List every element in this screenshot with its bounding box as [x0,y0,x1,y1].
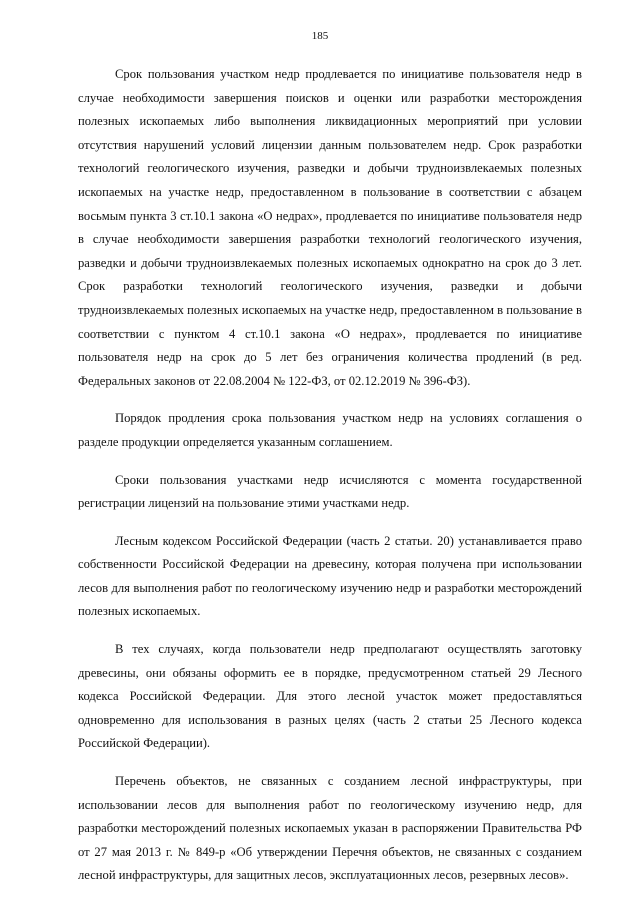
paragraph-production-sharing-agreement: Порядок продления срока пользования участком недр на условиях соглашения о разделе продукции определяется указанным соглашением. [78,411,582,449]
paragraph-term-calculation: Сроки пользования участками недр исчисляются с момента государственной регистрации лицензий на пользование этими участками недр. [78,472,582,511]
document-body [78,63,582,902]
paragraph-subsoil-use-term-extension: Срок пользования участком недр продлевается по инициативе пользователя недр в случае необходимости завершения поисков и оценки или разработки месторождения полезных ископаемых либо выполнения ликвидационных мероприятий при условии отсутствия нарушений условий лицензии данным пользователем недр. Срок разработки технологий геологического изучения, разведки и добычи трудноизвлекаемых полезных ископаемых на участке недр, предоставленном в пользование в соответствии с абзацем восьмым пункта 3 ст.10.1 закона «О недрах», продлевается по инициативе пользователя недр в случае необходимости завершения разработки технологий геологического изучения, разведки и добычи трудноизвлекаемых полезных ископаемых однократно на срок до 3 лет. Срок разработки технологий геологического изучения, разведки и добычи трудноизвлекаемых полезных ископаемых на участке недр, предоставленном в пользование в соответствии с пунктом 4 ст.10.1 закона «О недрах», продлевается по инициативе пользователя недр на срок до 5 лет без ограничения количества продлений (в ред. Федеральных законов от 22.08.2004 № 122-ФЗ, от 02.12.2019 № 396-ФЗ). [78,67,582,388]
paragraph-timber-harvesting: В тех случаях, когда пользователи недр предполагают осуществлять заготовку древесины, они обязаны оформить ее в порядке, предусмотренном статьей 29 Лесного кодекса Российской Федерации. Для этого лесной участок может предоставляться одновременно для использования в разных целях (часть 2 статьи 25 Лесного кодекса Российской Федерации). [78,642,582,751]
paragraph-forest-code-ownership: Лесным кодексом Российской Федерации (часть 2 статьи. 20) устанавливается право собственности Российской Федерации на древесину, которая получена при использовании лесов для выполнения работ по геологическому изучению недр и разработки месторождений полезных ископаемых. [78,533,582,619]
page-number: 185 [311,30,329,42]
paragraph-objects-list: Перечень объектов, не связанных с созданием лесной инфраструктуры, при использовании лесов для выполнения работ по геологическому изучению недр, для разработки месторождений полезных ископаемых указан в распоряжении Правительства РФ от 27 мая 2013 г. № 849-р «Об утверждении Перечня объектов, не связанных с созданием лесной инфраструктуры, для защитных лесов, эксплуатационных лесов, резервных лесов». [78,774,582,883]
